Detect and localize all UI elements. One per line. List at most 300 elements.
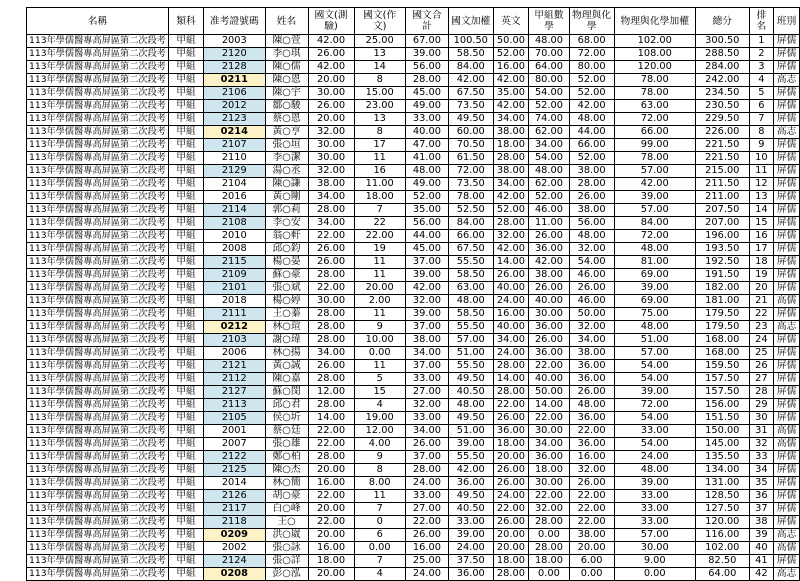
cell-student-name: 陳○恩 (265, 74, 308, 87)
header-exam-id: 准考證號碼 (204, 8, 265, 35)
cell-chinese-weighted: 67.50 (449, 87, 494, 100)
cell-total: 64.00 (695, 568, 749, 581)
cell-chinese-total: 37.00 (405, 451, 448, 464)
cell-student-name: 陳○謙 (265, 178, 308, 191)
cell-student-name: 張○詳 (265, 555, 308, 568)
cell-chinese-weighted: 61.50 (449, 152, 494, 165)
cell-exam-id: 2126 (204, 490, 265, 503)
cell-student-name: 張○雄 (265, 438, 308, 451)
cell-exam-id: 2121 (204, 360, 265, 373)
cell-class: 高儒 (774, 425, 800, 438)
cell-chinese-total: 16.00 (405, 542, 448, 555)
cell-phys-chem-weighted: 54.00 (614, 373, 695, 386)
cell-chinese-test: 32.00 (308, 165, 354, 178)
cell-exam-id: 2107 (204, 139, 265, 152)
cell-category: 甲組 (168, 282, 203, 295)
cell-phys-chem: 54.00 (569, 256, 614, 269)
cell-english: 26.00 (493, 269, 529, 282)
cell-chinese-test: 22.00 (308, 230, 354, 243)
cell-class: 屏儒 (774, 191, 800, 204)
cell-chinese-total: 32.00 (405, 399, 448, 412)
cell-exam-id: 2118 (204, 516, 265, 529)
cell-class: 高志 (774, 321, 800, 334)
cell-chinese-test: 30.00 (308, 295, 354, 308)
cell-rank: 3 (749, 61, 773, 74)
cell-class: 屏儒 (774, 217, 800, 230)
cell-phys-chem-weighted: 102.00 (614, 35, 695, 48)
cell-english: 52.00 (493, 48, 529, 61)
cell-rank: 33 (749, 451, 773, 464)
cell-category: 甲組 (168, 191, 203, 204)
cell-rank: 41 (749, 555, 773, 568)
cell-chinese-test: 42.00 (308, 61, 354, 74)
cell-chinese-weighted: 55.50 (449, 321, 494, 334)
cell-rank: 1 (749, 35, 773, 48)
cell-exam-id: 2001 (204, 425, 265, 438)
cell-phys-chem: 22.00 (569, 503, 614, 516)
cell-student-name: 張○斌 (265, 282, 308, 295)
header-name: 名稱 (27, 8, 169, 35)
cell-name: 113年學儒醫專高屏區第二次段考 (27, 334, 169, 347)
header-row (27, 8, 800, 35)
cell-name: 113年學儒醫專高屏區第二次段考 (27, 399, 169, 412)
cell-math: 22.00 (529, 360, 569, 373)
cell-category: 甲組 (168, 399, 203, 412)
cell-english: 34.00 (493, 113, 529, 126)
cell-student-name: 張○垣 (265, 139, 308, 152)
cell-student-name: 彭○泓 (265, 568, 308, 581)
cell-english: 20.00 (493, 529, 529, 542)
cell-chinese-weighted: 39.00 (449, 438, 494, 451)
cell-total: 288.50 (695, 48, 749, 61)
cell-phys-chem-weighted: 84.00 (614, 217, 695, 230)
cell-phys-chem: 52.00 (569, 87, 614, 100)
table-row (27, 438, 800, 451)
cell-class: 屏儒 (774, 35, 800, 48)
cell-phys-chem-weighted: 75.00 (614, 308, 695, 321)
cell-category: 甲組 (168, 503, 203, 516)
cell-english: 20.00 (493, 451, 529, 464)
cell-chinese-total: 25.00 (405, 555, 448, 568)
cell-chinese-essay: 23.00 (354, 100, 405, 113)
cell-math: 11.00 (529, 217, 569, 230)
cell-name: 113年學儒醫專高屏區第二次段考 (27, 178, 169, 191)
cell-phys-chem: 34.00 (569, 334, 614, 347)
cell-chinese-essay: 4.00 (354, 438, 405, 451)
cell-rank: 39 (749, 529, 773, 542)
cell-category: 甲組 (168, 243, 203, 256)
cell-category: 甲組 (168, 152, 203, 165)
cell-total: 211.50 (695, 178, 749, 191)
cell-exam-id: 2003 (204, 35, 265, 48)
table-row (27, 373, 800, 386)
cell-rank: 10 (749, 152, 773, 165)
cell-rank: 19 (749, 269, 773, 282)
cell-chinese-weighted: 58.50 (449, 308, 494, 321)
cell-english: 18.00 (493, 438, 529, 451)
cell-exam-id: 2002 (204, 542, 265, 555)
cell-math: 26.00 (529, 282, 569, 295)
cell-phys-chem-weighted: 72.00 (614, 399, 695, 412)
cell-chinese-test: 22.00 (308, 438, 354, 451)
cell-chinese-test: 28.00 (308, 321, 354, 334)
cell-chinese-weighted: 48.00 (449, 399, 494, 412)
cell-exam-id: 0208 (204, 568, 265, 581)
cell-math: 22.00 (529, 412, 569, 425)
cell-total: 159.50 (695, 360, 749, 373)
cell-category: 甲組 (168, 477, 203, 490)
cell-student-name: 邱○君 (265, 399, 308, 412)
cell-chinese-essay: 19 (354, 243, 405, 256)
cell-name: 113年學儒醫專高屏區第二次段考 (27, 321, 169, 334)
table-body (27, 35, 800, 581)
cell-phys-chem: 32.00 (569, 464, 614, 477)
cell-class: 屏儒 (774, 464, 800, 477)
cell-chinese-essay: 14 (354, 61, 405, 74)
cell-name: 113年學儒醫專高屏區第二次段考 (27, 87, 169, 100)
header-class: 班別 (774, 8, 800, 35)
cell-total: 230.50 (695, 100, 749, 113)
table-row (27, 139, 800, 152)
cell-english: 18.00 (493, 139, 529, 152)
cell-student-name: 張○詠 (265, 542, 308, 555)
cell-chinese-total: 41.00 (405, 152, 448, 165)
cell-name: 113年學儒醫專高屏區第二次段考 (27, 308, 169, 321)
cell-rank: 21 (749, 295, 773, 308)
cell-name: 113年學儒醫專高屏區第二次段考 (27, 568, 169, 581)
cell-english: 26.00 (493, 477, 529, 490)
cell-math: 48.00 (529, 165, 569, 178)
cell-chinese-weighted: 33.00 (449, 516, 494, 529)
cell-class: 屏儒 (774, 477, 800, 490)
cell-class: 屏儒 (774, 139, 800, 152)
cell-phys-chem-weighted: 57.00 (614, 204, 695, 217)
cell-chinese-weighted: 78.00 (449, 191, 494, 204)
cell-class: 屏儒 (774, 256, 800, 269)
cell-total: 207.50 (695, 204, 749, 217)
cell-math: 80.00 (529, 74, 569, 87)
cell-english: 34.00 (493, 178, 529, 191)
cell-math: 52.00 (529, 191, 569, 204)
cell-chinese-test: 20.00 (308, 503, 354, 516)
cell-phys-chem-weighted: 99.00 (614, 139, 695, 152)
cell-exam-id: 2018 (204, 295, 265, 308)
cell-phys-chem: 38.00 (569, 204, 614, 217)
cell-chinese-total: 28.00 (405, 74, 448, 87)
cell-rank: 14 (749, 204, 773, 217)
cell-phys-chem-weighted: 108.00 (614, 48, 695, 61)
cell-chinese-total: 40.00 (405, 126, 448, 139)
cell-chinese-essay: 4 (354, 399, 405, 412)
cell-chinese-essay: 11 (354, 308, 405, 321)
cell-chinese-test: 22.00 (308, 425, 354, 438)
cell-math: 14.00 (529, 399, 569, 412)
cell-student-name: 郭○莉 (265, 204, 308, 217)
cell-category: 甲組 (168, 529, 203, 542)
cell-category: 甲組 (168, 74, 203, 87)
cell-chinese-total: 56.00 (405, 217, 448, 230)
cell-name: 113年學儒醫專高屏區第二次段考 (27, 113, 169, 126)
cell-english: 14.00 (493, 256, 529, 269)
cell-name: 113年學儒醫專高屏區第二次段考 (27, 542, 169, 555)
cell-chinese-total: 45.00 (405, 243, 448, 256)
cell-phys-chem: 68.00 (569, 35, 614, 48)
cell-category: 甲組 (168, 269, 203, 282)
table-row (27, 243, 800, 256)
cell-rank: 17 (749, 243, 773, 256)
cell-total: 234.50 (695, 87, 749, 100)
cell-chinese-essay: 9 (354, 321, 405, 334)
cell-name: 113年學儒醫專高屏區第二次段考 (27, 373, 169, 386)
cell-chinese-essay: 7 (354, 555, 405, 568)
cell-student-name: 白○峰 (265, 503, 308, 516)
cell-english: 52.00 (493, 204, 529, 217)
cell-student-name: 蘇○閔 (265, 386, 308, 399)
cell-english: 16.00 (493, 61, 529, 74)
cell-total: 131.00 (695, 477, 749, 490)
cell-chinese-weighted: 70.50 (449, 139, 494, 152)
cell-chinese-test: 38.00 (308, 178, 354, 191)
cell-student-name: 楊○晏 (265, 256, 308, 269)
cell-english: 26.00 (493, 516, 529, 529)
cell-chinese-total: 67.00 (405, 35, 448, 48)
table-row (27, 347, 800, 360)
cell-category: 甲組 (168, 217, 203, 230)
cell-phys-chem: 48.00 (569, 113, 614, 126)
cell-chinese-test: 26.00 (308, 100, 354, 113)
cell-category: 甲組 (168, 451, 203, 464)
cell-name: 113年學儒醫專高屏區第二次段考 (27, 35, 169, 48)
cell-chinese-total: 39.00 (405, 269, 448, 282)
cell-category: 甲組 (168, 256, 203, 269)
cell-exam-id: 2125 (204, 464, 265, 477)
cell-phys-chem: 16.00 (569, 451, 614, 464)
cell-chinese-weighted: 84.00 (449, 217, 494, 230)
cell-chinese-total: 47.00 (405, 139, 448, 152)
cell-chinese-weighted: 49.50 (449, 113, 494, 126)
cell-category: 甲組 (168, 334, 203, 347)
cell-category: 甲組 (168, 360, 203, 373)
cell-math: 30.00 (529, 308, 569, 321)
cell-exam-id: 2007 (204, 438, 265, 451)
cell-english: 24.00 (493, 295, 529, 308)
cell-english: 18.00 (493, 555, 529, 568)
cell-phys-chem: 44.00 (569, 126, 614, 139)
cell-math: 28.00 (529, 516, 569, 529)
cell-total: 193.50 (695, 243, 749, 256)
cell-student-name: 李○安 (265, 217, 308, 230)
cell-phys-chem: 20.00 (569, 542, 614, 555)
cell-english: 28.00 (493, 568, 529, 581)
cell-chinese-essay: 15.00 (354, 87, 405, 100)
cell-phys-chem: 6.00 (569, 555, 614, 568)
cell-phys-chem-weighted: 39.00 (614, 386, 695, 399)
cell-total: 221.50 (695, 152, 749, 165)
cell-chinese-total: 24.00 (405, 477, 448, 490)
cell-english: 50.00 (493, 35, 529, 48)
table-row (27, 516, 800, 529)
cell-math: 32.00 (529, 503, 569, 516)
cell-student-name: 鄒○駿 (265, 100, 308, 113)
cell-chinese-total: 35.00 (405, 204, 448, 217)
cell-name: 113年學儒醫專高屏區第二次段考 (27, 165, 169, 178)
cell-chinese-test: 28.00 (308, 451, 354, 464)
cell-chinese-essay: 22 (354, 217, 405, 230)
cell-name: 113年學儒醫專高屏區第二次段考 (27, 48, 169, 61)
cell-student-name: 林○簡 (265, 477, 308, 490)
cell-chinese-weighted: 73.50 (449, 178, 494, 191)
cell-class: 屏儒 (774, 373, 800, 386)
table-row (27, 477, 800, 490)
cell-name: 113年學儒醫專高屏區第二次段考 (27, 204, 169, 217)
cell-phys-chem: 52.00 (569, 152, 614, 165)
cell-category: 甲組 (168, 373, 203, 386)
table-row (27, 152, 800, 165)
cell-exam-id: 2111 (204, 308, 265, 321)
cell-student-name: 陳○嘉 (265, 373, 308, 386)
cell-chinese-test: 22.00 (308, 282, 354, 295)
cell-name: 113年學儒醫專高屏區第二次段考 (27, 152, 169, 165)
cell-chinese-weighted: 42.00 (449, 464, 494, 477)
cell-phys-chem: 46.00 (569, 295, 614, 308)
cell-phys-chem: 36.00 (569, 412, 614, 425)
cell-chinese-total: 39.00 (405, 48, 448, 61)
table-row (27, 295, 800, 308)
cell-student-name: 陳○萱 (265, 35, 308, 48)
cell-chinese-total: 56.00 (405, 61, 448, 74)
cell-chinese-weighted: 55.50 (449, 451, 494, 464)
cell-chinese-test: 28.00 (308, 334, 354, 347)
cell-phys-chem-weighted: 39.00 (614, 191, 695, 204)
cell-chinese-total: 49.00 (405, 178, 448, 191)
table-row (27, 308, 800, 321)
cell-english: 26.00 (493, 464, 529, 477)
cell-student-name: 侯○圻 (265, 412, 308, 425)
cell-chinese-test: 12.00 (308, 386, 354, 399)
cell-category: 甲組 (168, 230, 203, 243)
header-chinese-weighted: 國文加權 (449, 8, 494, 35)
cell-name: 113年學儒醫專高屏區第二次段考 (27, 347, 169, 360)
cell-exam-id: 2123 (204, 113, 265, 126)
table-row (27, 100, 800, 113)
cell-chinese-essay: 11 (354, 360, 405, 373)
cell-exam-id: 2104 (204, 178, 265, 191)
cell-phys-chem-weighted: 0.00 (614, 568, 695, 581)
cell-chinese-weighted: 37.50 (449, 555, 494, 568)
cell-chinese-total: 48.00 (405, 165, 448, 178)
cell-chinese-essay: 11 (354, 490, 405, 503)
cell-phys-chem: 22.00 (569, 425, 614, 438)
cell-class: 屏儒 (774, 230, 800, 243)
table-row (27, 425, 800, 438)
cell-chinese-weighted: 100.50 (449, 35, 494, 48)
cell-english: 14.00 (493, 373, 529, 386)
cell-phys-chem-weighted: 39.00 (614, 477, 695, 490)
cell-phys-chem-weighted: 63.00 (614, 100, 695, 113)
cell-category: 甲組 (168, 295, 203, 308)
cell-chinese-test: 20.00 (308, 74, 354, 87)
cell-total: 157.50 (695, 386, 749, 399)
table-row (27, 412, 800, 425)
cell-chinese-essay: 8 (354, 126, 405, 139)
cell-class: 屏儒 (774, 516, 800, 529)
cell-chinese-weighted: 49.50 (449, 373, 494, 386)
cell-phys-chem-weighted: 78.00 (614, 152, 695, 165)
cell-total: 156.00 (695, 399, 749, 412)
cell-category: 甲組 (168, 568, 203, 581)
cell-phys-chem-weighted: 39.00 (614, 282, 695, 295)
cell-math: 48.00 (529, 35, 569, 48)
cell-english: 42.00 (493, 191, 529, 204)
table-row (27, 217, 800, 230)
cell-category: 甲組 (168, 464, 203, 477)
cell-rank: 20 (749, 282, 773, 295)
cell-class: 屏儒 (774, 308, 800, 321)
cell-class: 屏儒 (774, 412, 800, 425)
cell-total: 226.00 (695, 126, 749, 139)
cell-chinese-test: 26.00 (308, 48, 354, 61)
cell-category: 甲組 (168, 48, 203, 61)
cell-exam-id: 2103 (204, 334, 265, 347)
cell-chinese-essay: 0 (354, 516, 405, 529)
cell-chinese-test: 26.00 (308, 256, 354, 269)
cell-chinese-test: 16.00 (308, 542, 354, 555)
cell-class: 屏儒 (774, 165, 800, 178)
cell-phys-chem-weighted: 54.00 (614, 438, 695, 451)
cell-chinese-essay: 7 (354, 503, 405, 516)
cell-name: 113年學儒醫專高屏區第二次段考 (27, 282, 169, 295)
cell-chinese-weighted: 58.50 (449, 269, 494, 282)
table-row (27, 451, 800, 464)
cell-phys-chem-weighted: 78.00 (614, 87, 695, 100)
cell-chinese-weighted: 24.00 (449, 542, 494, 555)
cell-math: 22.00 (529, 490, 569, 503)
table-row (27, 87, 800, 100)
cell-phys-chem-weighted: 72.00 (614, 113, 695, 126)
cell-total: 300.50 (695, 35, 749, 48)
cell-student-name: 謝○瑋 (265, 334, 308, 347)
cell-phys-chem-weighted: 24.00 (614, 451, 695, 464)
cell-math: 36.00 (529, 451, 569, 464)
cell-exam-id: 2110 (204, 152, 265, 165)
cell-chinese-total: 24.00 (405, 568, 448, 581)
cell-category: 甲組 (168, 321, 203, 334)
cell-chinese-test: 26.00 (308, 360, 354, 373)
cell-chinese-test: 22.00 (308, 516, 354, 529)
cell-exam-id: 2012 (204, 100, 265, 113)
cell-exam-id: 0212 (204, 321, 265, 334)
cell-phys-chem-weighted: 57.00 (614, 529, 695, 542)
cell-exam-id: 2117 (204, 503, 265, 516)
cell-name: 113年學儒醫專高屏區第二次段考 (27, 516, 169, 529)
cell-chinese-weighted: 60.00 (449, 126, 494, 139)
cell-class: 高志 (774, 126, 800, 139)
cell-math: 0.00 (529, 529, 569, 542)
cell-exam-id: 2108 (204, 217, 265, 230)
cell-rank: 37 (749, 503, 773, 516)
cell-chinese-essay: 7 (354, 204, 405, 217)
cell-chinese-weighted: 36.00 (449, 477, 494, 490)
cell-total: 181.00 (695, 295, 749, 308)
cell-math: 74.00 (529, 113, 569, 126)
header-chinese-test: 國文(測驗) (308, 8, 354, 35)
cell-rank: 9 (749, 139, 773, 152)
table-row (27, 126, 800, 139)
cell-phys-chem-weighted: 57.00 (614, 347, 695, 360)
cell-chinese-total: 28.00 (405, 464, 448, 477)
cell-phys-chem: 72.00 (569, 48, 614, 61)
cell-chinese-test: 20.00 (308, 464, 354, 477)
